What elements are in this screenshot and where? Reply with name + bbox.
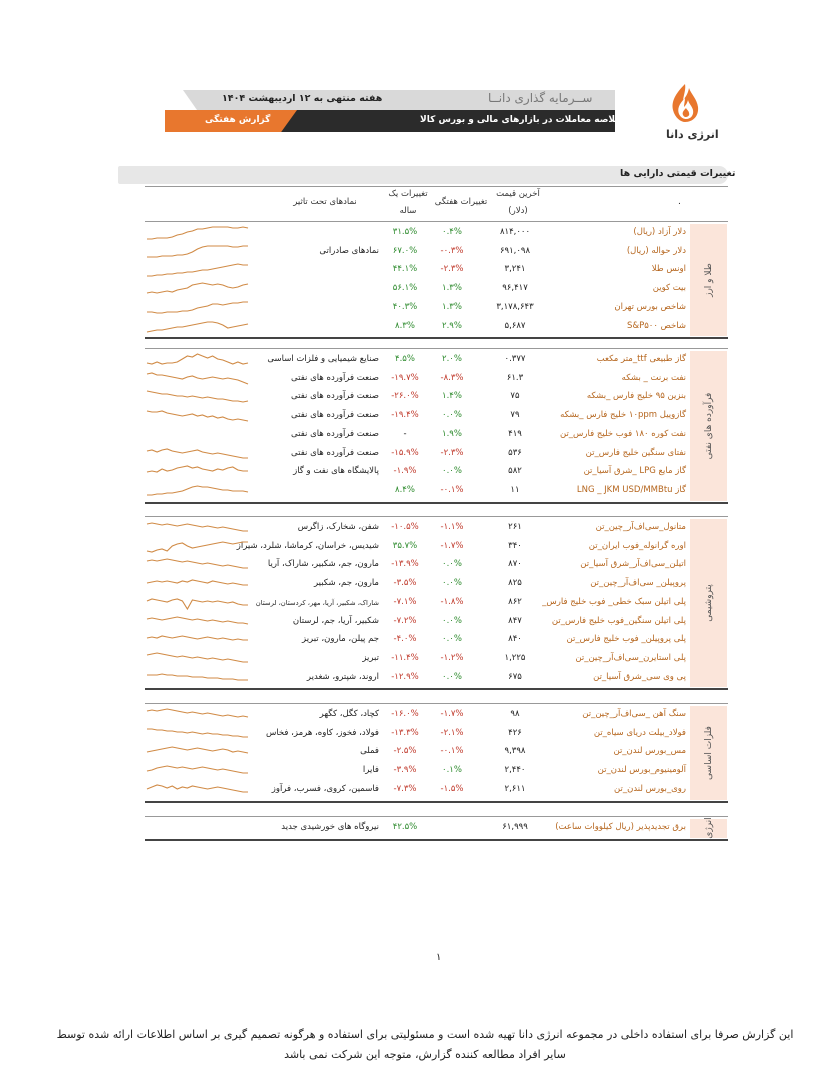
- asset-name: پروپیلن_ سی‌اف‌آر_چین_تن: [590, 578, 686, 589]
- table-row: [145, 318, 690, 337]
- sparkline-chart: [145, 539, 250, 556]
- affected-symbols: فاسمین، کروی، فسرب، فرآوز: [271, 783, 379, 794]
- category-label: فرآورده های نفتی: [703, 392, 714, 460]
- table-row: [145, 261, 690, 280]
- asset-name: دلار آزاد (ریال): [633, 227, 686, 237]
- group-bottom-line: [145, 801, 728, 803]
- sparkline-chart: [145, 520, 250, 537]
- flame-logo-icon: [665, 82, 705, 127]
- sparkline-path: [147, 486, 248, 495]
- table-row: [145, 351, 690, 370]
- weekly-change: -۰.۱%: [440, 484, 464, 495]
- sparkline-path: [147, 466, 248, 472]
- last-price: ۶۷۵: [508, 671, 522, 682]
- weekly-change: ۱.۳%: [442, 301, 462, 312]
- disclaimer-line-2: سایر افراد مطالعه کننده گزارش، متوجه این شرکت نمی باشد: [284, 1048, 566, 1061]
- last-price: ۳,۱۷۸,۶۴۳: [496, 301, 534, 312]
- yearly-change: ۴۲.۵%: [392, 822, 418, 832]
- last-price: ۲,۴۴۰: [504, 765, 526, 776]
- yearly-change: -۱۵.۹%: [391, 447, 419, 458]
- asset-name: فولاد_بیلت دریای سیاه_تن: [593, 727, 686, 738]
- affected-symbols: مارون، جم، شکبیر، شاراک، آریا: [267, 559, 379, 570]
- last-price: ۵۸۲: [508, 466, 522, 477]
- yearly-change: -۳.۹%: [393, 765, 417, 776]
- sparkline-chart: [145, 557, 250, 574]
- category-label: انرژی: [703, 817, 714, 840]
- weekly-change: -۰.۳%: [440, 245, 464, 256]
- weekly-change: ۰.۰%: [442, 634, 462, 645]
- affected-symbols: نمادهای صادراتی: [319, 245, 379, 256]
- asset-name: مس_بورس لندن_تن: [613, 746, 686, 757]
- group-bottom-line: [145, 337, 728, 339]
- yearly-change: -۱۳.۹%: [391, 559, 419, 570]
- weekly-change: ۱.۹%: [442, 428, 462, 439]
- yearly-change: -۱.۹%: [393, 466, 417, 477]
- table-row: [145, 463, 690, 482]
- sparkline-path: [147, 709, 248, 717]
- sparkline-path: [147, 373, 248, 384]
- sparkline-path: [147, 785, 248, 792]
- affected-symbols: اروند، شپترو، شغدیر: [306, 671, 379, 682]
- report-subtitle: خلاصه معاملات در بازارهای مالی و بورس کالا: [420, 115, 622, 125]
- asset-name: شاخص S&P۵۰۰: [627, 320, 686, 331]
- table-row: [145, 575, 690, 594]
- table-row: [145, 725, 690, 744]
- asset-name: روی_بورس لندن_تن: [614, 783, 686, 794]
- yearly-change: ۴۴.۱%: [392, 264, 418, 275]
- table-row: [145, 556, 690, 575]
- category-label: پتروشیمی: [703, 584, 714, 622]
- weekly-change: -۰.۱%: [440, 746, 464, 757]
- sparkline-chart: [145, 651, 250, 668]
- group-bottom-line: [145, 839, 728, 841]
- affected-symbols: صنعت فرآورده های نفتی: [291, 447, 379, 458]
- asset-name: پلی اتیلن سنگین_فوب خلیج فارس_تن: [551, 615, 686, 626]
- affected-symbols: صنعت فرآورده های نفتی: [291, 372, 379, 383]
- sparkline-path: [147, 636, 248, 640]
- col-yearly-header: تغییرات یک ساله: [388, 189, 428, 216]
- sparkline-chart: [145, 352, 250, 369]
- asset-name: آلومینیوم_بورس لندن_تن: [597, 765, 686, 776]
- sparkline-path: [147, 766, 248, 773]
- sparkline-chart: [145, 576, 250, 593]
- table-row: [145, 781, 690, 800]
- section-title: تغییرات قیمتی دارایی ها: [620, 168, 736, 179]
- last-price: ۹۸: [510, 709, 520, 719]
- last-price: ۳,۲۴۱: [504, 264, 526, 275]
- weekly-change: ۰.۰%: [442, 671, 462, 682]
- asset-name: پلی اتیلن سبک خطی_ فوب خلیج فارس_: [542, 596, 686, 607]
- weekly-change: ۰.۴%: [442, 227, 462, 237]
- last-price: ۹۶,۴۱۷: [502, 283, 528, 294]
- page-number: ۱: [436, 952, 442, 963]
- asset-name: پی وی سی_شرق آسیا_تن: [593, 671, 686, 682]
- asset-name: گازوییل ۱۰ppm خلیج فارس _بشکه: [560, 410, 686, 421]
- sparkline-chart: [145, 389, 250, 406]
- affected-symbols: شفن، شخارک، زاگرس: [297, 522, 379, 532]
- asset-name: اوره گرانوله_فوب ایران_تن: [588, 540, 686, 551]
- last-price: ۹,۳۹۸: [504, 746, 526, 757]
- weekly-change: -۱.۷%: [440, 540, 464, 551]
- group-top-line: [145, 703, 728, 704]
- last-price: ۸۴۷: [508, 615, 522, 626]
- sparkline-chart: [145, 614, 250, 631]
- table-row: [145, 669, 690, 688]
- sparkline-chart: [145, 371, 250, 388]
- last-price: ۴۱۹: [508, 428, 522, 439]
- asset-name: گاز LNG _ JKM USD/MMBtu: [576, 484, 686, 495]
- sparkline-chart: [145, 408, 250, 425]
- last-price: ۳۴۰: [508, 540, 522, 551]
- last-price: ۷۵: [510, 391, 520, 402]
- last-price: ۱۱: [510, 484, 520, 495]
- yearly-change: -: [403, 428, 407, 439]
- group-top-line: [145, 516, 728, 517]
- yearly-change: -۱۱.۴%: [391, 652, 419, 663]
- sparkline-path: [147, 580, 248, 585]
- asset-name: پلی استایرن_سی‌اف‌آر_چین_تن: [575, 652, 686, 663]
- weekly-change: ۲.۹%: [442, 320, 462, 331]
- affected-symbols: تبریز: [362, 652, 379, 663]
- group-bottom-line: [145, 688, 728, 690]
- yearly-change: -۷.۱%: [393, 596, 417, 607]
- last-price: ۸۶۲: [508, 596, 522, 607]
- yearly-change: ۴۰.۳%: [392, 301, 418, 312]
- col-price-header: آخرین قیمت (دلار): [496, 189, 540, 216]
- weekly-change: ۰.۱%: [442, 765, 462, 776]
- last-price: ۶۹۱,۰۹۸: [499, 245, 531, 256]
- last-price: ۶۱.۳: [506, 372, 524, 383]
- yearly-change: -۴.۰%: [393, 634, 417, 645]
- yearly-change: -۷.۳%: [393, 783, 417, 794]
- asset-name: گاز مایع LPG _شرق آسیا_تن: [583, 466, 686, 477]
- weekly-change: -۱.۵%: [440, 783, 464, 794]
- asset-name: اتیلن_سی‌اف‌آر_شرق آسیا_تن: [580, 559, 686, 570]
- affected-symbols: فایرا: [362, 765, 379, 776]
- asset-name: بیت کوین: [652, 283, 686, 294]
- category-band: [690, 706, 727, 800]
- category-band: [690, 224, 727, 336]
- table-row: [145, 762, 690, 781]
- table-row: [145, 819, 690, 838]
- sparkline-chart: [145, 464, 250, 481]
- affected-symbols: صنعت فرآورده های نفتی: [291, 428, 379, 439]
- affected-symbols: پالایشگاه های نفت و گاز: [293, 466, 379, 477]
- last-price: ۴۲۶: [508, 727, 522, 738]
- asset-name: شاخص بورس تهران: [614, 301, 686, 312]
- weekly-change: ۲.۰%: [442, 354, 462, 364]
- sparkline-path: [147, 411, 248, 421]
- last-price: ۶۱,۹۹۹: [502, 822, 528, 832]
- weekly-change: -۱.۱%: [440, 522, 464, 532]
- last-price: ۰.۳۷۷: [504, 354, 526, 364]
- sparkline-path: [147, 264, 248, 276]
- table-row: [145, 280, 690, 299]
- yearly-change: -۳.۵%: [393, 578, 417, 589]
- asset-name: گاز طبیعی ttf_متر مکعب: [596, 354, 686, 364]
- sparkline-chart: [145, 319, 250, 336]
- sparkline-path: [147, 523, 248, 531]
- affected-symbols: شیدیس، خراسان، کرماشا، شلرد، شیراز: [236, 540, 379, 551]
- group-bottom-line: [145, 502, 728, 504]
- weekly-change: ۰.۰%: [442, 578, 462, 589]
- yearly-change: -۱۹.۷%: [391, 372, 419, 383]
- sparkline-chart: [145, 707, 250, 724]
- table-row: [145, 538, 690, 557]
- table-row: [145, 243, 690, 262]
- table-row: [145, 743, 690, 762]
- sparkline-chart: [145, 782, 250, 799]
- sparkline-path: [147, 302, 248, 313]
- weekly-change: ۰.۰%: [442, 559, 462, 570]
- yearly-change: ۳۱.۵%: [392, 227, 418, 237]
- affected-symbols: صنعت فرآورده های نفتی: [291, 391, 379, 402]
- weekly-change: ۰.۰%: [442, 615, 462, 626]
- yearly-change: -۱۲.۹%: [391, 671, 419, 682]
- weekly-change: ۱.۳%: [442, 283, 462, 294]
- table-row: [145, 370, 690, 389]
- sparkline-path: [147, 559, 248, 568]
- report-week: هفته منتهی به ۱۲ اردیبهشت ۱۴۰۴: [222, 93, 383, 104]
- asset-name: نفت برنت _ بشکه: [621, 372, 686, 383]
- table-row: [145, 445, 690, 464]
- asset-name: سنگ آهن _سی‌اف‌آر_چین_تن: [582, 709, 686, 719]
- sparkline-path: [147, 391, 248, 402]
- table-row: [145, 706, 690, 725]
- sparkline-path: [147, 674, 248, 680]
- sparkline-chart: [145, 225, 250, 242]
- affected-symbols: جم پیلن، مارون، تبریز: [302, 634, 379, 645]
- sparkline-chart: [145, 726, 250, 743]
- weekly-change: -۲.۳%: [440, 264, 464, 275]
- asset-name: برق تجدیدپذیر (ریال کیلووات ساعت): [555, 822, 686, 832]
- report-type: گزارش هفتگی: [205, 115, 271, 125]
- disclaimer-footer: [40, 1025, 810, 1065]
- yearly-change: -۱۰.۵%: [391, 522, 419, 532]
- col-weekly-header: تغییرات هفتگی: [434, 197, 488, 207]
- affected-symbols: فملی: [360, 746, 379, 757]
- asset-name: دلار حواله (ریال): [626, 245, 686, 256]
- last-price: ۱,۲۲۵: [504, 652, 526, 663]
- header-bottom-line: [145, 221, 728, 222]
- sparkline-chart: [145, 300, 250, 317]
- weekly-change: -۲.۳%: [440, 447, 464, 458]
- weekly-change: ۱.۴%: [442, 391, 462, 402]
- asset-name: نفتای سنگین خلیج فارس_تن: [585, 447, 686, 458]
- yearly-change: -۱۶.۰%: [391, 709, 419, 719]
- affected-symbols: مارون، جم، شکبیر: [313, 578, 379, 589]
- sparkline-chart: [145, 262, 250, 279]
- sparkline-chart: [145, 281, 250, 298]
- col-affected-header: نمادهای تحت تاثیر: [293, 197, 357, 207]
- last-price: ۲,۶۱۱: [504, 783, 526, 794]
- affected-symbols: صنعت فرآورده های نفتی: [291, 410, 379, 421]
- table-row: [145, 299, 690, 318]
- sparkline-path: [147, 653, 248, 662]
- affected-symbols: شاراک، شکبیر، آریا، مهر، کردستان، لرستان: [255, 598, 379, 607]
- sparkline-chart: [145, 632, 250, 649]
- last-price: ۵۳۶: [508, 447, 522, 458]
- sparkline-path: [147, 227, 248, 239]
- sparkline-path: [147, 322, 248, 332]
- weekly-change: -۱.۷%: [440, 709, 464, 719]
- asset-name: نفت کوره ۱۸۰ فوب خلیج فارس_تن: [559, 428, 686, 439]
- yearly-change: ۴.۵%: [395, 354, 415, 364]
- sparkline-path: [147, 449, 248, 458]
- sparkline-chart: [145, 595, 250, 612]
- brand-name: ســرمایه گذاری دانــا: [488, 91, 593, 105]
- asset-name: بنزین ۹۵ خلیج فارس _بشکه: [586, 391, 686, 402]
- weekly-change: -۲.۱%: [440, 727, 464, 738]
- sparkline-path: [147, 747, 248, 753]
- yearly-change: -۱۳.۳%: [391, 727, 419, 738]
- last-price: ۷۹: [510, 410, 520, 421]
- category-band: [690, 351, 727, 501]
- table-row: [145, 224, 690, 243]
- sparkline-chart: [145, 483, 250, 500]
- affected-symbols: صنایع شیمیایی و فلزات اساسی: [267, 354, 379, 364]
- yearly-change: -۱۹.۴%: [391, 410, 419, 421]
- affected-symbols: نیروگاه های خورشیدی جدید: [281, 822, 379, 832]
- table-row: [145, 426, 690, 445]
- table-row: [145, 482, 690, 501]
- last-price: ۵,۶۸۷: [504, 320, 526, 331]
- sparkline-path: [147, 729, 248, 737]
- category-label: طلا و ارز: [703, 263, 714, 297]
- header-dot: .: [678, 197, 681, 207]
- asset-name: پلی پروپیلن_ فوب خلیج فارس_تن: [566, 634, 686, 645]
- asset-name: اونس طلا: [651, 264, 686, 275]
- sparkline-path: [147, 283, 248, 293]
- last-price: ۲۶۱: [508, 522, 522, 532]
- sparkline-path: [147, 246, 248, 257]
- table-row: [145, 650, 690, 669]
- weekly-change: ۰.۰%: [442, 410, 462, 421]
- affected-symbols: شکبیر، آریا، جم، لرستان: [292, 615, 379, 626]
- category-label: فلزات اساسی: [703, 725, 714, 780]
- sparkline-path: [147, 599, 248, 609]
- sparkline-path: [147, 354, 248, 364]
- sparkline-chart: [145, 244, 250, 261]
- yearly-change: ۵۶.۱%: [392, 283, 418, 294]
- last-price: ۸۷۰: [508, 559, 522, 570]
- yearly-change: -۲۶.۰%: [391, 391, 419, 402]
- yearly-change: ۸.۴%: [395, 484, 415, 495]
- group-top-line: [145, 348, 728, 349]
- table-row: [145, 388, 690, 407]
- disclaimer-line-1: این گزارش صرفا برای استفاده داخلی در مجموعه انرژی دانا تهیه شده است و مسئولیتی برای استفاده و هرگونه تصمیم گیری بر اساس اطلاعات ارائه شده توسط: [56, 1028, 794, 1041]
- last-price: ۸۲۵: [508, 578, 522, 589]
- sparkline-chart: [145, 763, 250, 780]
- yearly-change: -۲.۵%: [393, 746, 417, 757]
- asset-name: متانول_سی‌اف‌آر_چین_تن: [595, 522, 686, 532]
- affected-symbols: کچاد، کگل، کگهر: [319, 709, 379, 719]
- table-row: [145, 407, 690, 426]
- last-price: ۸۴۰: [508, 634, 522, 645]
- table-row: [145, 519, 690, 538]
- weekly-change: ۰.۰%: [442, 466, 462, 477]
- yearly-change: -۷.۲%: [393, 615, 417, 626]
- category-band: [690, 819, 727, 838]
- group-top-line: [145, 816, 728, 817]
- weekly-change: -۱.۲%: [440, 652, 464, 663]
- yearly-change: ۶۷.۰%: [392, 245, 418, 256]
- sparkline-path: [147, 542, 248, 552]
- weekly-change: -۸.۳%: [440, 372, 464, 383]
- table-row: [145, 631, 690, 650]
- yearly-change: ۳۵.۷%: [392, 540, 418, 551]
- affected-symbols: فولاد، فخوز، کاوه، هرمز، فخاس: [265, 727, 379, 738]
- sparkline-chart: [145, 446, 250, 463]
- last-price: ۸۱۴,۰۰۰: [499, 227, 531, 237]
- weekly-change: -۱.۸%: [440, 596, 464, 607]
- sparkline-chart: [145, 670, 250, 687]
- logo-text: انرژی دانا: [666, 128, 719, 141]
- sparkline-path: [147, 617, 248, 624]
- table-row: [145, 594, 690, 613]
- sparkline-chart: [145, 744, 250, 761]
- table-row: [145, 613, 690, 632]
- yearly-change: ۸.۳%: [395, 320, 415, 331]
- table-top-line: [145, 186, 728, 187]
- category-band: [690, 519, 727, 687]
